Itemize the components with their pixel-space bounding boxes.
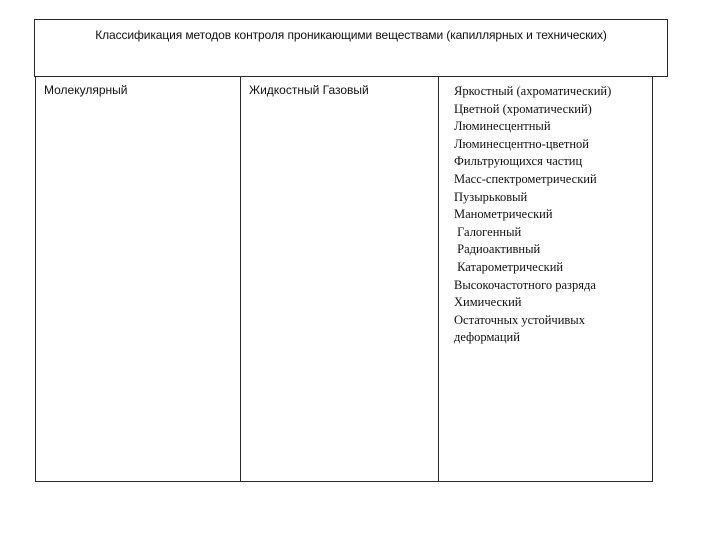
list-item: деформаций bbox=[454, 330, 520, 345]
column-liquid-gas bbox=[241, 77, 439, 481]
list-item: Остаточных устойчивых bbox=[454, 312, 585, 327]
list-item: Фильтрующихся частиц bbox=[454, 154, 583, 169]
methods-list bbox=[454, 83, 611, 347]
column-molecular bbox=[36, 77, 241, 481]
list-item: Манометрический bbox=[454, 207, 553, 222]
table-title: Классификация методов контроля проникающими веществами (капиллярных и технических) bbox=[95, 28, 607, 42]
list-item: Химический bbox=[454, 295, 522, 310]
list-item: Радиоактивный bbox=[454, 242, 541, 257]
list-item: Цветной (хроматический) bbox=[454, 101, 592, 116]
column-molecular-label: Молекулярный bbox=[44, 83, 128, 97]
list-item: Пузырьковый bbox=[454, 189, 528, 204]
list-item: Яркостный (ахроматический) bbox=[454, 84, 612, 98]
column-methods bbox=[439, 77, 652, 481]
list-item: Галогенный bbox=[454, 224, 522, 239]
list-item: Высокочастотного разряда bbox=[454, 277, 596, 292]
classification-table bbox=[35, 77, 653, 482]
list-item: Масс-спектрометрический bbox=[454, 171, 597, 186]
list-item: Люминесцентно-цветной bbox=[454, 136, 589, 151]
column-liquid-gas-label: Жидкостный Газовый bbox=[249, 83, 369, 97]
list-item: Катарометрический bbox=[454, 259, 564, 274]
table-header-cell bbox=[34, 19, 668, 77]
list-item: Люминесцентный bbox=[454, 119, 551, 134]
